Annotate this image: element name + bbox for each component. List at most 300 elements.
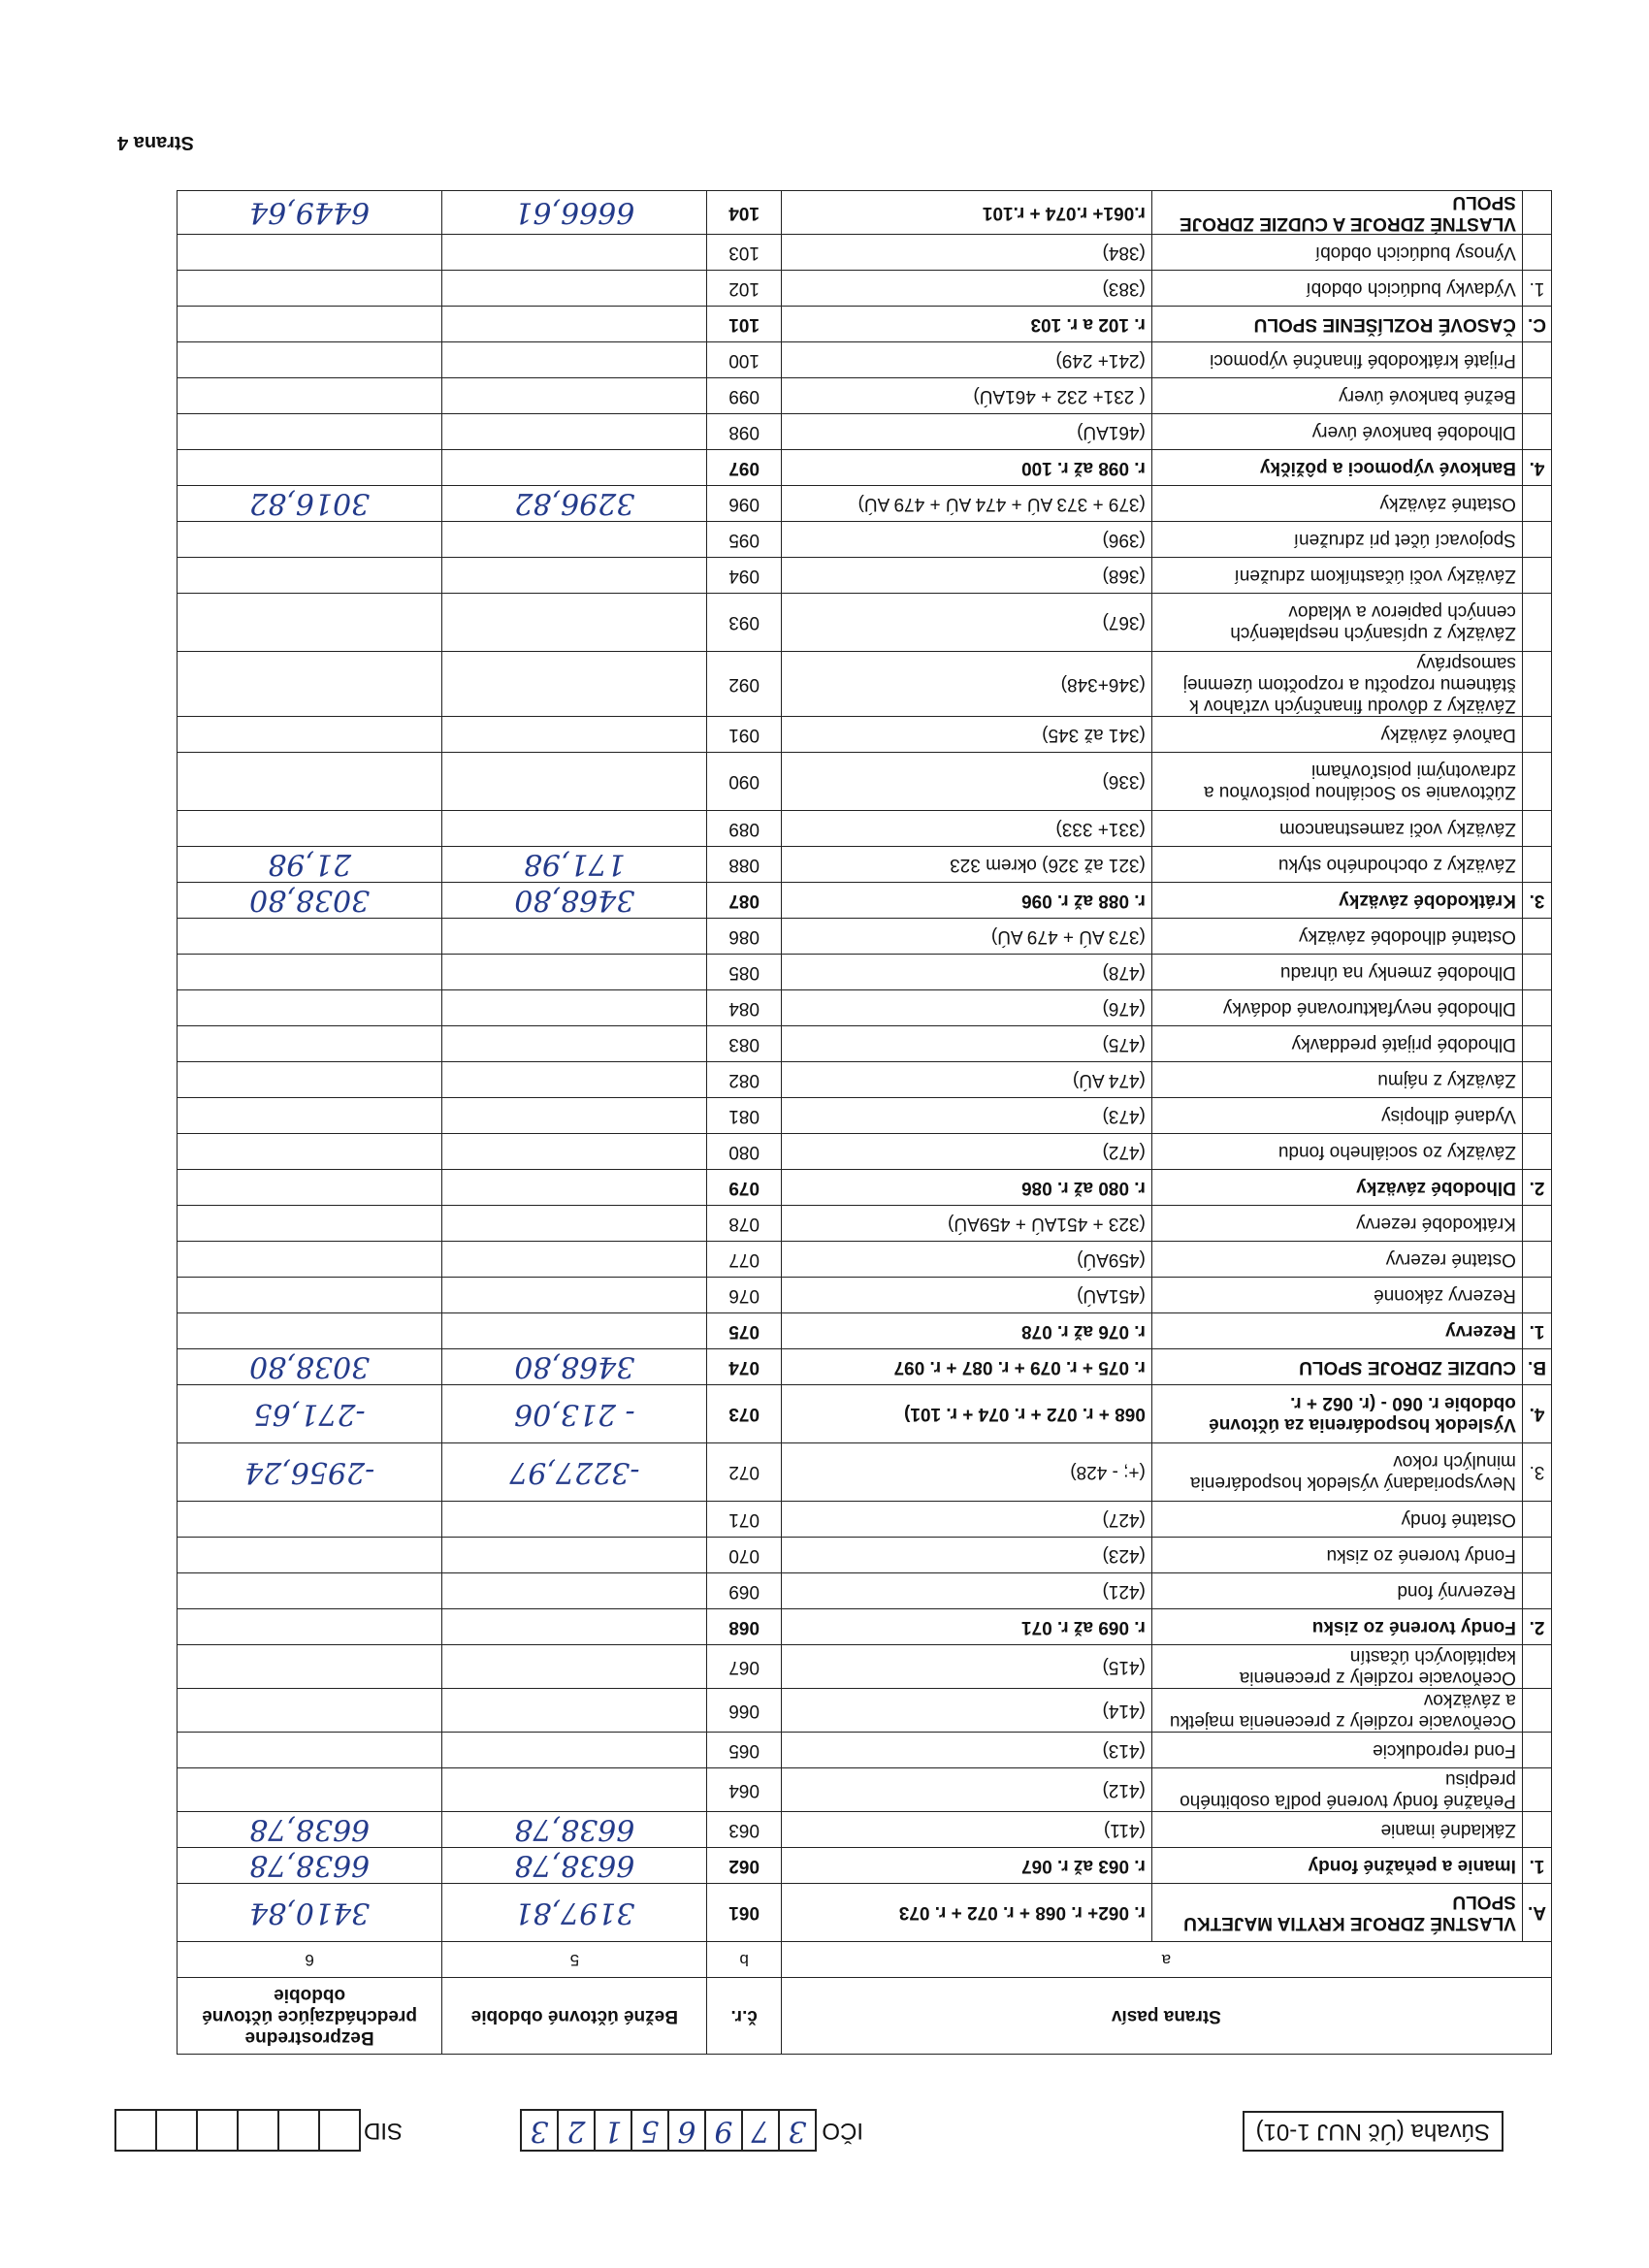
ico-digit: 5: [630, 2109, 669, 2152]
row-number: [1522, 1689, 1551, 1733]
row-label: Krátkodobé rezervy: [1151, 1206, 1522, 1242]
current-period-value: [442, 1098, 707, 1134]
row-reference: r. 098 až r. 100: [781, 450, 1151, 486]
previous-period-value: [178, 990, 442, 1026]
row-code: 082: [707, 1062, 781, 1098]
col-index-5: 5: [442, 1942, 707, 1978]
row-number: 1.: [1522, 1313, 1551, 1349]
previous-period-value: [178, 1170, 442, 1206]
row-number: [1522, 1062, 1551, 1098]
row-code: 064: [707, 1768, 781, 1812]
row-code: 074: [707, 1349, 781, 1385]
row-code: 088: [707, 847, 781, 883]
row-label: Fondy tvorené zo zisku: [1151, 1538, 1522, 1573]
current-period-value: 6666,61: [442, 191, 707, 235]
row-number: [1522, 191, 1551, 235]
row-label: Dlhodobé nevyfakturované dodávky: [1151, 990, 1522, 1026]
row-reference: (396): [781, 522, 1151, 558]
row-reference: 068 + r. 072 + r. 074 + r. 101): [781, 1385, 1151, 1443]
row-code: 063: [707, 1812, 781, 1848]
current-period-value: 3468,80: [442, 1349, 707, 1385]
table-row: [178, 1502, 1552, 1538]
row-number: [1522, 919, 1551, 955]
row-label: Výsledok hospodárenia za účtovné obdobie r. 060 - (r. 062 + r.: [1151, 1385, 1522, 1443]
current-period-value: - 213,06: [442, 1385, 707, 1443]
ico-digit: 9: [704, 2109, 743, 2152]
row-reference: ( 231+ 232 + 461AÚ): [781, 378, 1151, 414]
current-period-value: [442, 558, 707, 594]
table-row: [178, 1170, 1552, 1206]
row-number: [1522, 558, 1551, 594]
row-label: Záväzky voči zamestnancom: [1151, 811, 1522, 847]
row-reference: (415): [781, 1645, 1151, 1689]
table-row: [178, 191, 1552, 235]
row-reference: (383): [781, 271, 1151, 307]
row-label: Záväzky zo sociálneho fondu: [1151, 1134, 1522, 1170]
current-period-value: [442, 1242, 707, 1278]
previous-period-value: 6638,78: [178, 1812, 442, 1848]
row-code: 102: [707, 271, 781, 307]
current-period-value: -3227,97: [442, 1443, 707, 1502]
sid-label: SID: [363, 2118, 403, 2144]
col-header-previous: Bezprostredne predchádzajúce účtovné obdobie: [178, 1978, 442, 2055]
row-number: [1522, 235, 1551, 271]
row-label: Bežné bankové úvery: [1151, 378, 1522, 414]
row-label: Daňové záväzky: [1151, 717, 1522, 753]
row-reference: r. 062+ r. 068 + r. 072 + r. 073: [781, 1884, 1151, 1942]
row-label: Záväzky z nájmu: [1151, 1062, 1522, 1098]
current-period-value: [442, 1609, 707, 1645]
row-code: 085: [707, 955, 781, 990]
balance-sheet-table: [177, 190, 1552, 2055]
previous-period-value: [178, 1538, 442, 1573]
row-code: 061: [707, 1884, 781, 1942]
previous-period-value: [178, 450, 442, 486]
row-code: 103: [707, 235, 781, 271]
row-number: 4.: [1522, 1385, 1551, 1443]
table-row: [178, 847, 1552, 883]
row-number: [1522, 594, 1551, 652]
table-row: [178, 1733, 1552, 1768]
table-row: [178, 1062, 1552, 1098]
table-row: [178, 1385, 1552, 1443]
previous-period-value: [178, 1026, 442, 1062]
row-label: Ostatné dlhodobé záväzky: [1151, 919, 1522, 955]
table-row: [178, 1812, 1552, 1848]
row-reference: (414): [781, 1689, 1151, 1733]
row-number: [1522, 1573, 1551, 1609]
current-period-value: [442, 1278, 707, 1313]
row-number: [1522, 1026, 1551, 1062]
row-code: 078: [707, 1206, 781, 1242]
row-number: [1522, 1206, 1551, 1242]
table-row: [178, 594, 1552, 652]
row-reference: (476): [781, 990, 1151, 1026]
sid-cell: [237, 2109, 279, 2152]
row-code: 081: [707, 1098, 781, 1134]
row-reference: r. 102 a r. 103: [781, 307, 1151, 342]
row-reference: r.061+ r.074 + r.101: [781, 191, 1151, 235]
current-period-value: [442, 1538, 707, 1573]
row-code: 062: [707, 1848, 781, 1884]
current-period-value: [442, 919, 707, 955]
ico-digit: 2: [557, 2109, 596, 2152]
row-number: [1522, 414, 1551, 450]
current-period-value: [442, 652, 707, 717]
current-period-value: 3296,82: [442, 486, 707, 522]
table-row: [178, 1884, 1552, 1942]
row-reference: (474 AÚ): [781, 1062, 1151, 1098]
row-label: Rezervy zákonné: [1151, 1278, 1522, 1313]
row-number: [1522, 990, 1551, 1026]
previous-period-value: 6449,64: [178, 191, 442, 235]
row-code: 089: [707, 811, 781, 847]
current-period-value: [442, 271, 707, 307]
sid-cell: [277, 2109, 320, 2152]
row-code: 083: [707, 1026, 781, 1062]
row-code: 073: [707, 1385, 781, 1443]
row-label: Záväzky z obchodného styku: [1151, 847, 1522, 883]
row-number: [1522, 1768, 1551, 1812]
row-number: 2.: [1522, 1170, 1551, 1206]
current-period-value: 3197,81: [442, 1884, 707, 1942]
row-number: [1522, 717, 1551, 753]
row-label: Rezervný fond: [1151, 1573, 1522, 1609]
ico-boxes: [520, 2111, 815, 2152]
previous-period-value: 3410,84: [178, 1884, 442, 1942]
row-label: Záväzky z dôvodu finančných vzťahov k štátnemu rozpočtu a rozpočtom územnej samosprávy: [1151, 652, 1522, 717]
table-row: [178, 955, 1552, 990]
table-row: [178, 1573, 1552, 1609]
row-label: Ostatné fondy: [1151, 1502, 1522, 1538]
row-label: Výnosy budúcich období: [1151, 235, 1522, 271]
current-period-value: [442, 522, 707, 558]
row-reference: r. 088 až r. 096: [781, 883, 1151, 919]
row-label: Peňažné fondy tvorené podľa osobitného predpisu: [1151, 1768, 1522, 1812]
row-code: 075: [707, 1313, 781, 1349]
row-number: [1522, 652, 1551, 717]
table-row: [178, 1689, 1552, 1733]
row-code: 077: [707, 1242, 781, 1278]
table-row: [178, 753, 1552, 811]
row-reference: (472): [781, 1134, 1151, 1170]
row-number: [1522, 522, 1551, 558]
previous-period-value: [178, 414, 442, 450]
previous-period-value: [178, 1062, 442, 1098]
row-number: [1522, 1242, 1551, 1278]
row-reference: (321 až 326) okrem 323: [781, 847, 1151, 883]
row-reference: (368): [781, 558, 1151, 594]
current-period-value: [442, 450, 707, 486]
row-code: 080: [707, 1134, 781, 1170]
row-number: 3.: [1522, 1443, 1551, 1502]
row-reference: (241+ 249): [781, 342, 1151, 378]
row-number: [1522, 955, 1551, 990]
row-label: Základné imanie: [1151, 1812, 1522, 1848]
previous-period-value: 6638,78: [178, 1848, 442, 1884]
table-body: [178, 191, 1552, 1942]
row-reference: r. 080 až r. 086: [781, 1170, 1151, 1206]
row-reference: (+; - 428): [781, 1443, 1151, 1502]
row-code: 086: [707, 919, 781, 955]
table-row: [178, 522, 1552, 558]
row-number: [1522, 1098, 1551, 1134]
current-period-value: [442, 1502, 707, 1538]
ico-digit: 3: [778, 2109, 817, 2152]
row-reference: (323 + 451AÚ + 459AÚ): [781, 1206, 1151, 1242]
row-reference: (346+348): [781, 652, 1151, 717]
table-row: [178, 414, 1552, 450]
row-number: [1522, 1278, 1551, 1313]
table-row: [178, 717, 1552, 753]
previous-period-value: [178, 753, 442, 811]
row-number: [1522, 1645, 1551, 1689]
row-number: B.: [1522, 1349, 1551, 1385]
row-number: 1.: [1522, 1848, 1551, 1884]
table-row: [178, 919, 1552, 955]
table-row: [178, 1134, 1552, 1170]
table-row: [178, 1313, 1552, 1349]
previous-period-value: [178, 919, 442, 955]
current-period-value: [442, 235, 707, 271]
row-code: 090: [707, 753, 781, 811]
row-reference: (473): [781, 1098, 1151, 1134]
previous-period-value: [178, 1733, 442, 1768]
row-code: 069: [707, 1573, 781, 1609]
current-period-value: [442, 1206, 707, 1242]
current-period-value: [442, 1313, 707, 1349]
row-reference: (367): [781, 594, 1151, 652]
row-reference: r. 063 až r. 067: [781, 1848, 1151, 1884]
row-code: 098: [707, 414, 781, 450]
row-label: Vydané dlhopisy: [1151, 1098, 1522, 1134]
table-row: [178, 1242, 1552, 1278]
previous-period-value: [178, 1134, 442, 1170]
current-period-value: [442, 955, 707, 990]
row-label: Ostatné rezervy: [1151, 1242, 1522, 1278]
row-label: Prijaté krátkodobé finančné výpomoci: [1151, 342, 1522, 378]
row-reference: (373 AÚ + 479 AÚ): [781, 919, 1151, 955]
row-reference: (421): [781, 1573, 1151, 1609]
row-label: Rezervy: [1151, 1313, 1522, 1349]
table-row: [178, 990, 1552, 1026]
table-row: [178, 1848, 1552, 1884]
ico-digit: 3: [520, 2109, 559, 2152]
previous-period-value: [178, 307, 442, 342]
previous-period-value: [178, 1689, 442, 1733]
table-row: [178, 486, 1552, 522]
current-period-value: [442, 1170, 707, 1206]
row-number: [1522, 1733, 1551, 1768]
row-code: 096: [707, 486, 781, 522]
row-code: 072: [707, 1443, 781, 1502]
current-period-value: [442, 414, 707, 450]
current-period-value: 3468,80: [442, 883, 707, 919]
current-period-value: [442, 1026, 707, 1062]
row-code: 079: [707, 1170, 781, 1206]
row-reference: r. 076 až r. 078: [781, 1313, 1151, 1349]
row-code: 097: [707, 450, 781, 486]
previous-period-value: [178, 522, 442, 558]
row-reference: (331+ 333): [781, 811, 1151, 847]
ico-digit: 7: [741, 2109, 780, 2152]
row-reference: (427): [781, 1502, 1151, 1538]
row-reference: (423): [781, 1538, 1151, 1573]
row-label: Výdavky budúcich období: [1151, 271, 1522, 307]
row-label: CUDZIE ZDROJE SPOLU: [1151, 1349, 1522, 1385]
sid-cell: [155, 2109, 198, 2152]
row-label: Dlhodobé zmenky na úhradu: [1151, 955, 1522, 990]
row-number: [1522, 1812, 1551, 1848]
table-row: [178, 378, 1552, 414]
sid-cell: [114, 2109, 157, 2152]
row-code: 084: [707, 990, 781, 1026]
row-label: Ostatné záväzky: [1151, 486, 1522, 522]
row-label: Fondy tvorené zo zisku: [1151, 1609, 1522, 1645]
table-row: [178, 1768, 1552, 1812]
row-number: [1522, 486, 1551, 522]
row-reference: (459AÚ): [781, 1242, 1151, 1278]
current-period-value: [442, 378, 707, 414]
col-index-b: b: [707, 1942, 781, 1978]
form-title: Súvaha (Úč NUJ 1-01): [1243, 2111, 1504, 2152]
row-number: [1522, 811, 1551, 847]
previous-period-value: [178, 342, 442, 378]
current-period-value: [442, 1733, 707, 1768]
current-period-value: [442, 307, 707, 342]
row-reference: (413): [781, 1733, 1151, 1768]
sid-cell: [196, 2109, 239, 2152]
previous-period-value: [178, 1609, 442, 1645]
row-label: VLASTNÉ ZDROJE KRYTIA MAJETKU SPOLU: [1151, 1884, 1522, 1942]
row-number: [1522, 342, 1551, 378]
row-reference: (379 + 373 AÚ + 474 AÚ + 479 AÚ): [781, 486, 1151, 522]
table-row: [178, 1609, 1552, 1645]
row-code: 070: [707, 1538, 781, 1573]
row-number: C.: [1522, 307, 1551, 342]
row-label: Oceňovacie rozdiely z precenenia majetku a záväzkov: [1151, 1689, 1522, 1733]
current-period-value: 6638,78: [442, 1812, 707, 1848]
table-row: [178, 811, 1552, 847]
previous-period-value: 21,98: [178, 847, 442, 883]
table-row: [178, 235, 1552, 271]
previous-period-value: 3038,80: [178, 1349, 442, 1385]
row-label: Krátkodobé záväzky: [1151, 883, 1522, 919]
row-reference: (411): [781, 1812, 1151, 1848]
current-period-value: 6638,78: [442, 1848, 707, 1884]
current-period-value: [442, 1645, 707, 1689]
col-header-label: Strana pasív: [781, 1978, 1551, 2055]
previous-period-value: [178, 1242, 442, 1278]
previous-period-value: [178, 558, 442, 594]
previous-period-value: [178, 717, 442, 753]
row-number: A.: [1522, 1884, 1551, 1942]
previous-period-value: [178, 652, 442, 717]
current-period-value: [442, 1134, 707, 1170]
row-code: 066: [707, 1689, 781, 1733]
row-reference: r. 069 až r. 071: [781, 1609, 1151, 1645]
row-code: 087: [707, 883, 781, 919]
current-period-value: [442, 811, 707, 847]
previous-period-value: 3038,80: [178, 883, 442, 919]
row-code: 068: [707, 1609, 781, 1645]
previous-period-value: [178, 1768, 442, 1812]
row-number: 2.: [1522, 1609, 1551, 1645]
row-code: 100: [707, 342, 781, 378]
previous-period-value: [178, 1573, 442, 1609]
table-row: [178, 307, 1552, 342]
table-row: [178, 652, 1552, 717]
table-row: [178, 1026, 1552, 1062]
current-period-value: [442, 594, 707, 652]
row-label: Fond reprodukcie: [1151, 1733, 1522, 1768]
table-row: [178, 1278, 1552, 1313]
row-label: Zúčtovanie so Sociálnou poisťovňou a zdravotnými poisťovňami: [1151, 753, 1522, 811]
current-period-value: 171,98: [442, 847, 707, 883]
current-period-value: [442, 342, 707, 378]
row-number: [1522, 1538, 1551, 1573]
row-code: 099: [707, 378, 781, 414]
table-row: [178, 450, 1552, 486]
row-label: Dlhodobé prijaté preddavky: [1151, 1026, 1522, 1062]
table-row: [178, 883, 1552, 919]
row-label: Oceňovacie rozdiely z precenenia kapitálových účastín: [1151, 1645, 1522, 1689]
row-label: Spojovací účet pri združení: [1151, 522, 1522, 558]
row-code: 067: [707, 1645, 781, 1689]
previous-period-value: [178, 1206, 442, 1242]
row-number: 4.: [1522, 450, 1551, 486]
previous-period-value: [178, 271, 442, 307]
row-code: 092: [707, 652, 781, 717]
current-period-value: [442, 1062, 707, 1098]
table-row: [178, 1538, 1552, 1573]
current-period-value: [442, 753, 707, 811]
ico-digit: 6: [667, 2109, 706, 2152]
table-row: [178, 1206, 1552, 1242]
row-code: 076: [707, 1278, 781, 1313]
table-row: [178, 1443, 1552, 1502]
row-label: Dlhodobé záväzky: [1151, 1170, 1522, 1206]
row-number: [1522, 753, 1551, 811]
previous-period-value: [178, 811, 442, 847]
col-header-current: Bežné účtovné obdobie: [442, 1978, 707, 2055]
row-number: 1.: [1522, 271, 1551, 307]
previous-period-value: [178, 1313, 442, 1349]
table-row: [178, 558, 1552, 594]
col-header-code: č.r.: [707, 1978, 781, 2055]
previous-period-value: [178, 1278, 442, 1313]
sid-cell: [318, 2109, 361, 2152]
previous-period-value: 3016,82: [178, 486, 442, 522]
previous-period-value: [178, 1502, 442, 1538]
row-label: ČASOVÉ ROZLÍŠENIE SPOLU: [1151, 307, 1522, 342]
current-period-value: [442, 717, 707, 753]
row-reference: (341 až 345): [781, 717, 1151, 753]
col-index-6: 6: [178, 1942, 442, 1978]
row-code: 093: [707, 594, 781, 652]
row-reference: (461AÚ): [781, 414, 1151, 450]
current-period-value: [442, 1768, 707, 1812]
current-period-value: [442, 1573, 707, 1609]
row-number: [1522, 1134, 1551, 1170]
table-row: [178, 342, 1552, 378]
current-period-value: [442, 990, 707, 1026]
row-label: Bankové výpomoci a pôžičky: [1151, 450, 1522, 486]
row-code: 101: [707, 307, 781, 342]
table-row: [178, 1645, 1552, 1689]
previous-period-value: [178, 235, 442, 271]
row-reference: (478): [781, 955, 1151, 990]
